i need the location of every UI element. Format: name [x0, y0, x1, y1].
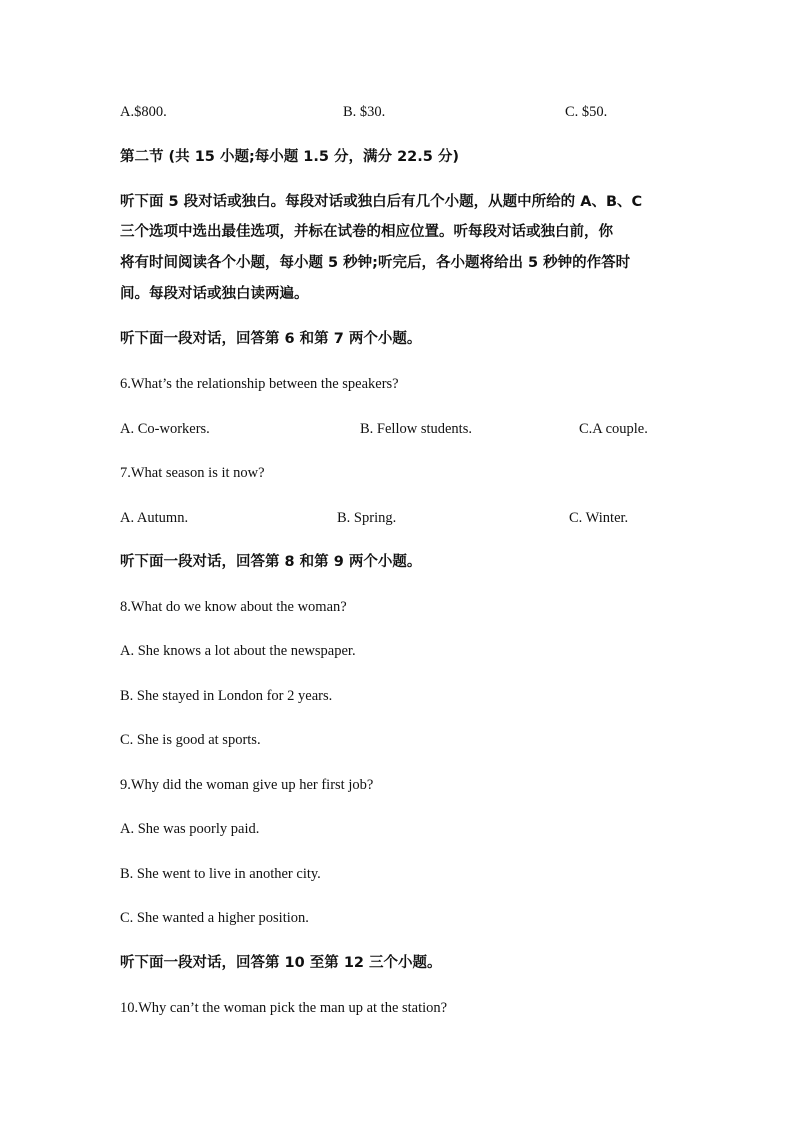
- instruction-line-2: 三个选项中选出最佳选项，并标在试卷的相应位置。听每段对话或独白前，你: [120, 224, 613, 240]
- section-heading: 第二节 (共 15 小题;每小题 1.5 分，满分 22.5 分): [120, 149, 460, 165]
- q7-option-b: B. Spring.: [337, 510, 397, 526]
- q8-option-a: A. She knows a lot about the newspaper.: [120, 643, 356, 659]
- q9-option-a: A. She was poorly paid.: [120, 821, 260, 837]
- q7-stem: 7.What season is it now?: [120, 465, 265, 481]
- q6-option-c: C.A couple.: [579, 421, 648, 437]
- q8-option-b: B. She stayed in London for 2 years.: [120, 688, 333, 704]
- group3-prompt: 听下面一段对话，回答第 10 至第 12 三个小题。: [120, 955, 442, 971]
- q6-option-a: A. Co-workers.: [120, 421, 210, 437]
- q9-option-c: C. She wanted a higher position.: [120, 910, 309, 926]
- q9-stem: 9.Why did the woman give up her first job?: [120, 777, 374, 793]
- instruction-line-4: 间。每段对话或独白读两遍。: [120, 286, 309, 302]
- q5-option-b: B. $30.: [343, 104, 386, 120]
- q6-option-b: B. Fellow students.: [360, 421, 472, 437]
- q5-option-c: C. $50.: [565, 104, 608, 120]
- instruction-line-1: 听下面 5 段对话或独白。每段对话或独白后有几个小题，从题中所给的 A、B、C: [120, 194, 643, 210]
- q9-option-b: B. She went to live in another city.: [120, 866, 321, 882]
- q7-option-c: C. Winter.: [569, 510, 629, 526]
- instruction-line-3: 将有时间阅读各个小题，每小题 5 秒钟;听完后，各小题将给出 5 秒钟的作答时: [120, 255, 631, 271]
- q8-stem: 8.What do we know about the woman?: [120, 599, 347, 615]
- group2-prompt: 听下面一段对话，回答第 8 和第 9 两个小题。: [120, 554, 422, 570]
- q10-stem: 10.Why can’t the woman pick the man up at the station?: [120, 1000, 448, 1016]
- q7-option-a: A. Autumn.: [120, 510, 189, 526]
- group1-prompt: 听下面一段对话，回答第 6 和第 7 两个小题。: [120, 331, 422, 347]
- q8-option-c: C. She is good at sports.: [120, 732, 261, 748]
- q5-option-a: A.$800.: [120, 104, 167, 120]
- q6-stem: 6.What’s the relationship between the speakers?: [120, 376, 399, 392]
